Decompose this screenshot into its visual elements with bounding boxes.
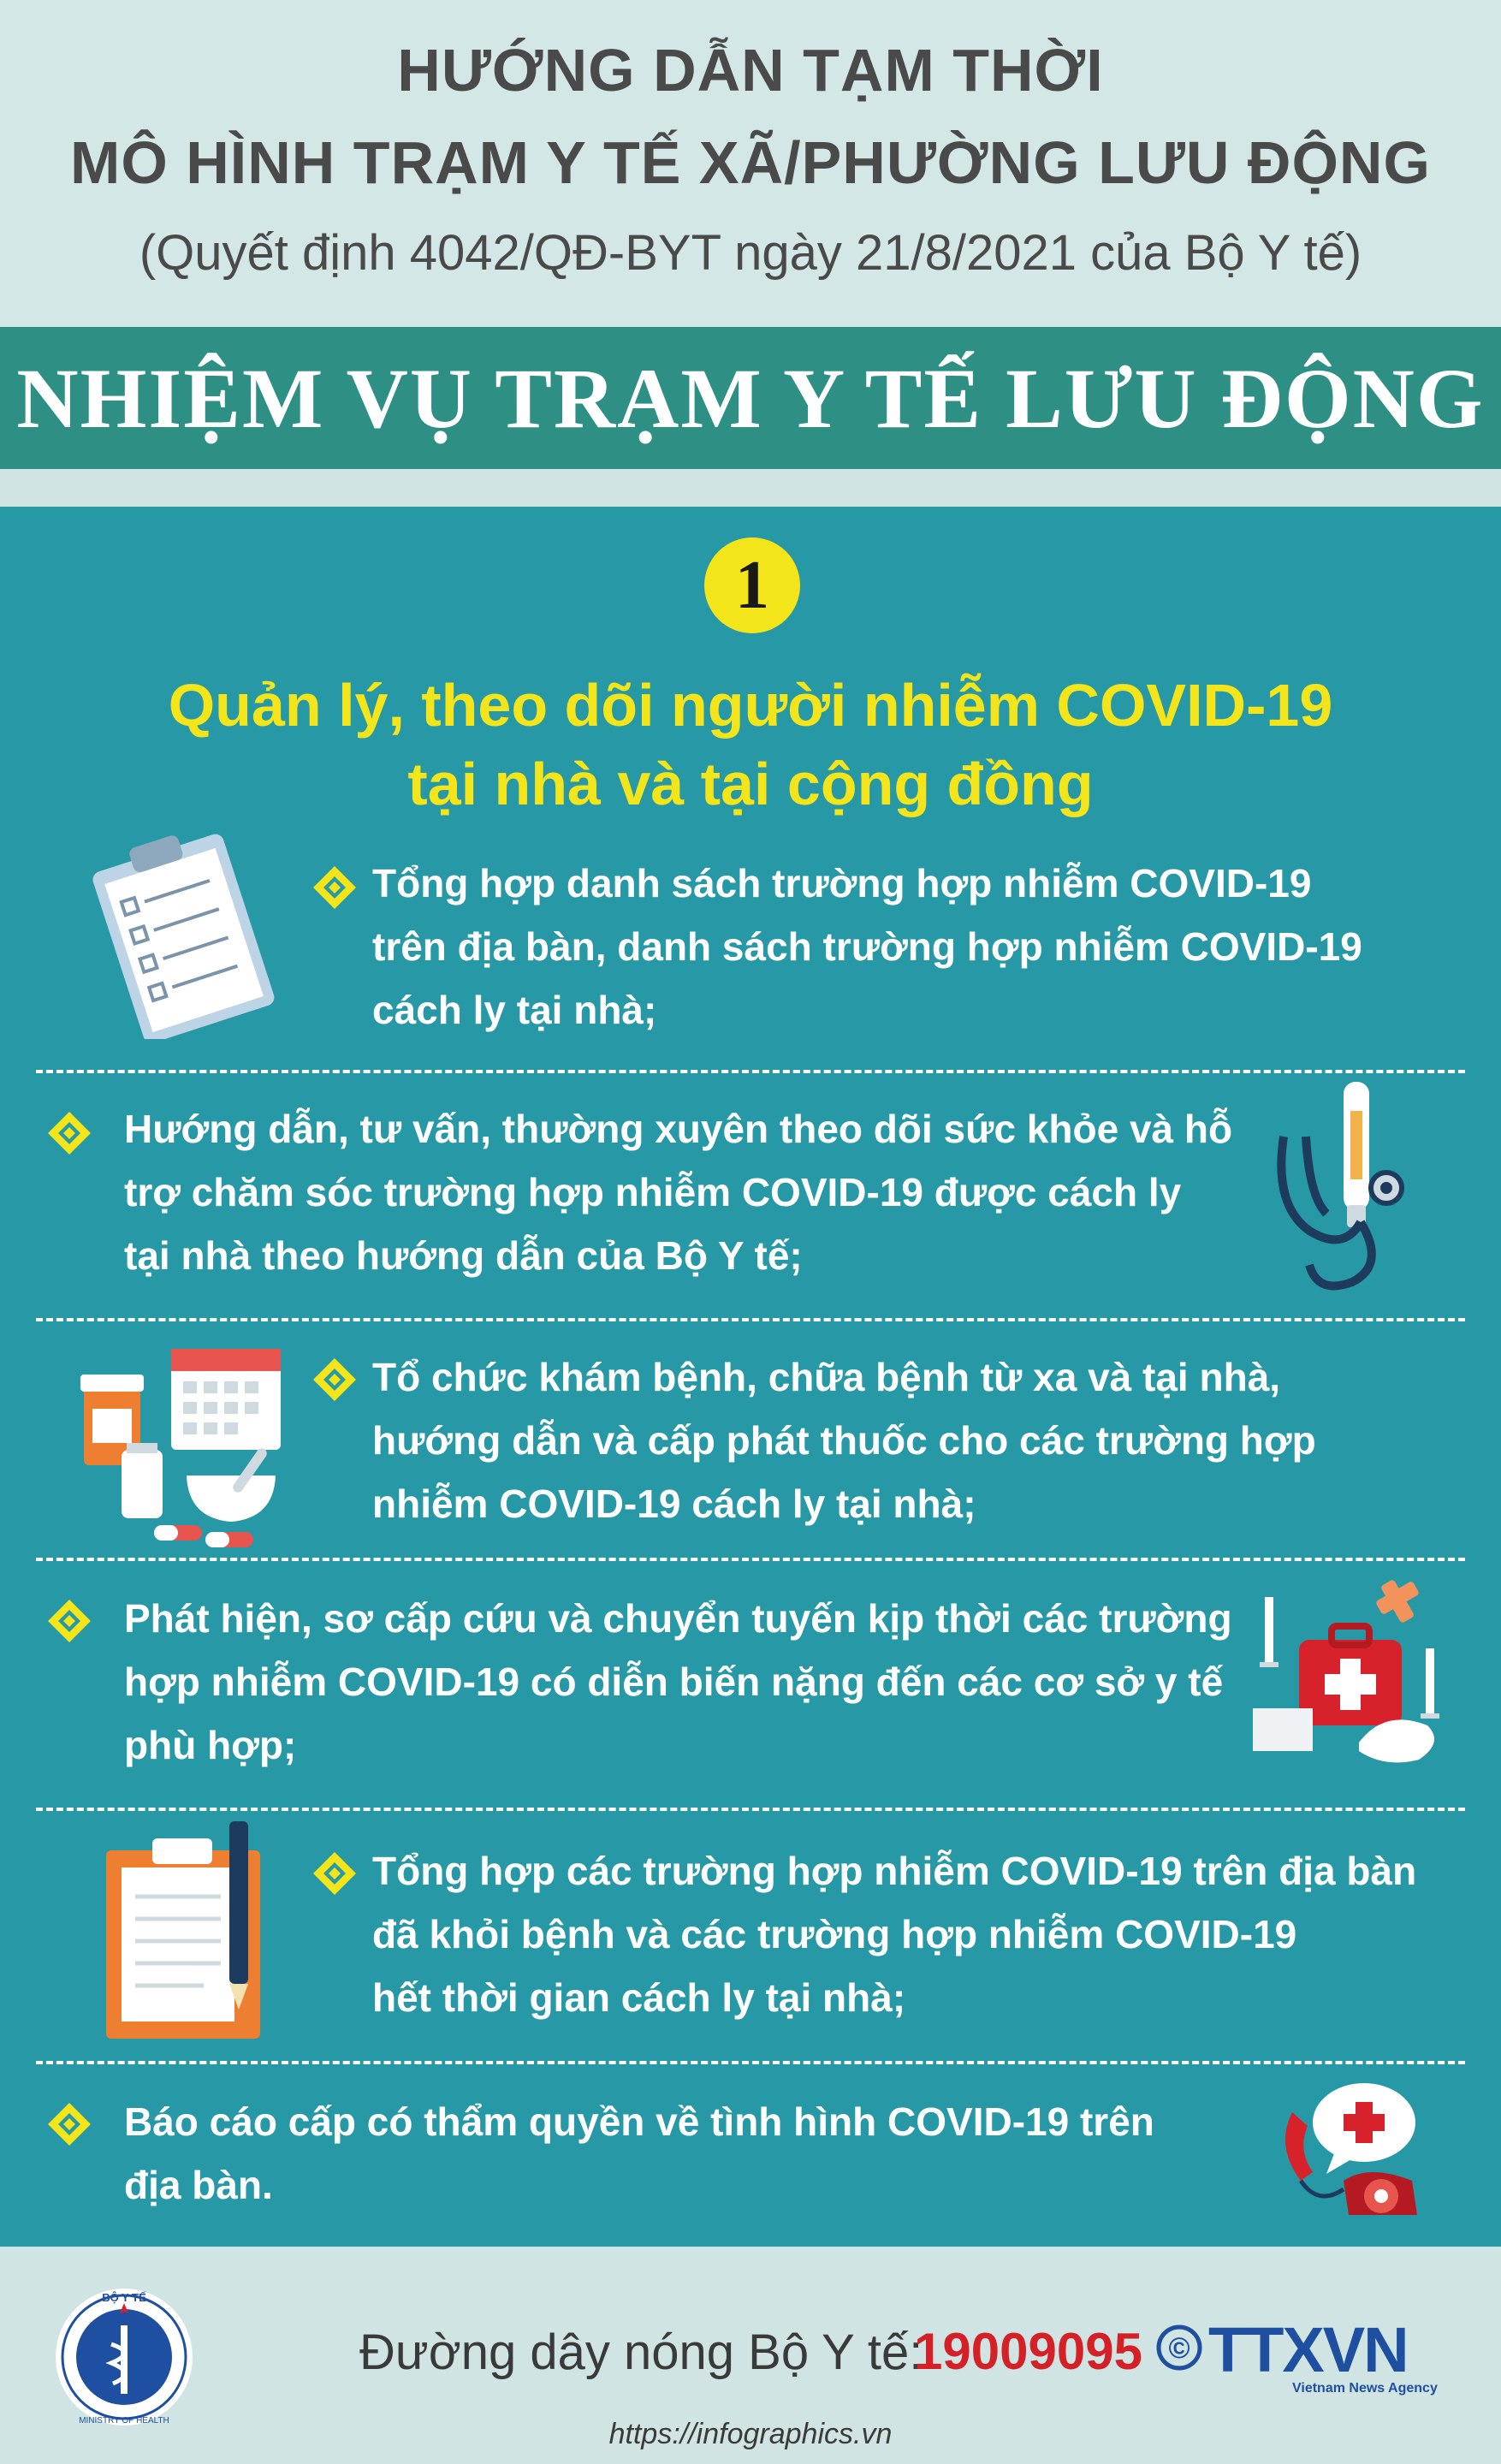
bullet-diamond-icon — [311, 864, 358, 911]
section-title-line1: Quản lý, theo dõi người nhiễm COVID-19 — [168, 672, 1333, 739]
task-item-5-line1: Tổng hợp các trường hợp nhiễm COVID-19 trên địa bàn — [372, 1849, 1417, 1893]
hotline-number: 19009095 — [914, 2323, 1142, 2380]
medicine-calendar-icon — [77, 1339, 291, 1553]
task-item-6-line2: địa bàn. — [124, 2163, 273, 2207]
ttxvn-logo-subtext: Vietnam News Agency — [1292, 2381, 1438, 2396]
bullet-diamond-icon — [46, 2101, 92, 2147]
task-item-2-line3: tại nhà theo hướng dẫn của Bộ Y tế; — [124, 1233, 803, 1278]
divider — [36, 1318, 1465, 1321]
ttxvn-logo — [1155, 2315, 1446, 2401]
first-aid-kit-icon — [1248, 1580, 1453, 1785]
header — [0, 0, 1501, 327]
divider — [36, 2061, 1465, 2064]
emergency-phone-icon — [1267, 2078, 1438, 2232]
task-item-2 — [124, 1097, 1232, 1287]
section-number-badge: 1 — [704, 537, 800, 633]
task-item-4-line2: hợp nhiễm COVID-19 có diễn biến nặng đến các cơ sở y tế — [124, 1659, 1224, 1704]
task-item-4-line3: phù hợp; — [124, 1723, 297, 1767]
bullet-diamond-icon — [46, 1110, 92, 1156]
tasks-panel — [0, 507, 1501, 2247]
ministry-of-health-logo — [51, 2284, 197, 2430]
divider — [36, 1558, 1465, 1561]
divider — [36, 1808, 1465, 1811]
task-item-3-line1: Tổ chức khám bệnh, chữa bệnh từ xa và tại nhà, — [372, 1355, 1281, 1399]
task-item-6-line1: Báo cáo cấp có thẩm quyền về tình hình COVID-19 trên — [124, 2099, 1154, 2144]
task-item-5-line2: đã khỏi bệnh và các trường hợp nhiễm COVID-19 — [372, 1912, 1297, 1956]
section-title-line2: tại nhà và tại cộng đồng — [407, 751, 1094, 817]
task-item-6 — [124, 2090, 1154, 2217]
task-item-2-line1: Hướng dẫn, tư vấn, thường xuyên theo dõi sức khỏe và hỗ — [124, 1107, 1233, 1151]
task-item-1-line2: trên địa bàn, danh sách trường hợp nhiễm COVID-19 — [372, 924, 1362, 969]
task-item-5-line3: hết thời gian cách ly tại nhà; — [372, 1975, 906, 2020]
header-title-line1: HƯỚNG DẪN TẠM THỜI — [397, 37, 1104, 104]
task-item-1-line1: Tổng hợp danh sách trường hợp nhiễm COVID-19 — [372, 861, 1312, 905]
header-subtitle: (Quyết định 4042/QĐ-BYT ngày 21/8/2021 của Bộ Y tế) — [139, 225, 1362, 281]
footer — [0, 2247, 1501, 2464]
stethoscope-thermometer-icon — [1258, 1077, 1412, 1299]
task-item-3-line3: nhiễm COVID-19 cách ly tại nhà; — [372, 1481, 976, 1526]
task-item-4-line1: Phát hiện, sơ cấp cứu và chuyển tuyến kịp thời các trường — [124, 1596, 1232, 1641]
clipboard-checklist-icon — [79, 825, 284, 1039]
task-item-2-line2: trợ chăm sóc trường hợp nhiễm COVID-19 được cách ly — [124, 1170, 1182, 1214]
task-item-3 — [372, 1345, 1316, 1535]
task-item-5 — [372, 1839, 1416, 2029]
header-title-line2: MÔ HÌNH TRẠM Y TẾ XÃ/PHƯỜNG LƯU ĐỘNG — [70, 129, 1431, 196]
task-item-1-line3: cách ly tại nhà; — [372, 988, 657, 1032]
ttxvn-logo-text: TTXVN — [1208, 2315, 1408, 2385]
task-item-4 — [124, 1587, 1232, 1777]
ministry-logo-bottom-text: MINISTRY OF HEALTH — [79, 2416, 169, 2425]
bullet-diamond-icon — [311, 1357, 358, 1403]
divider — [36, 1070, 1465, 1073]
banner — [0, 327, 1501, 469]
bullet-diamond-icon — [311, 1850, 358, 1897]
ministry-logo-top-text: BỘ Y TẾ — [102, 2291, 146, 2304]
task-item-1 — [372, 852, 1362, 1042]
source-url[interactable]: https://infographics.vn — [608, 2418, 893, 2450]
report-pen-icon — [101, 1816, 272, 2047]
copyright-symbol: © — [1168, 2332, 1190, 2365]
banner-title: NHIỆM VỤ TRẠM Y TẾ LƯU ĐỘNG — [16, 351, 1485, 446]
task-item-3-line2: hướng dẫn và cấp phát thuốc cho các trường hợp — [372, 1418, 1316, 1463]
bullet-diamond-icon — [46, 1598, 92, 1644]
hotline-label: Đường dây nóng Bộ Y tế: — [359, 2324, 923, 2380]
